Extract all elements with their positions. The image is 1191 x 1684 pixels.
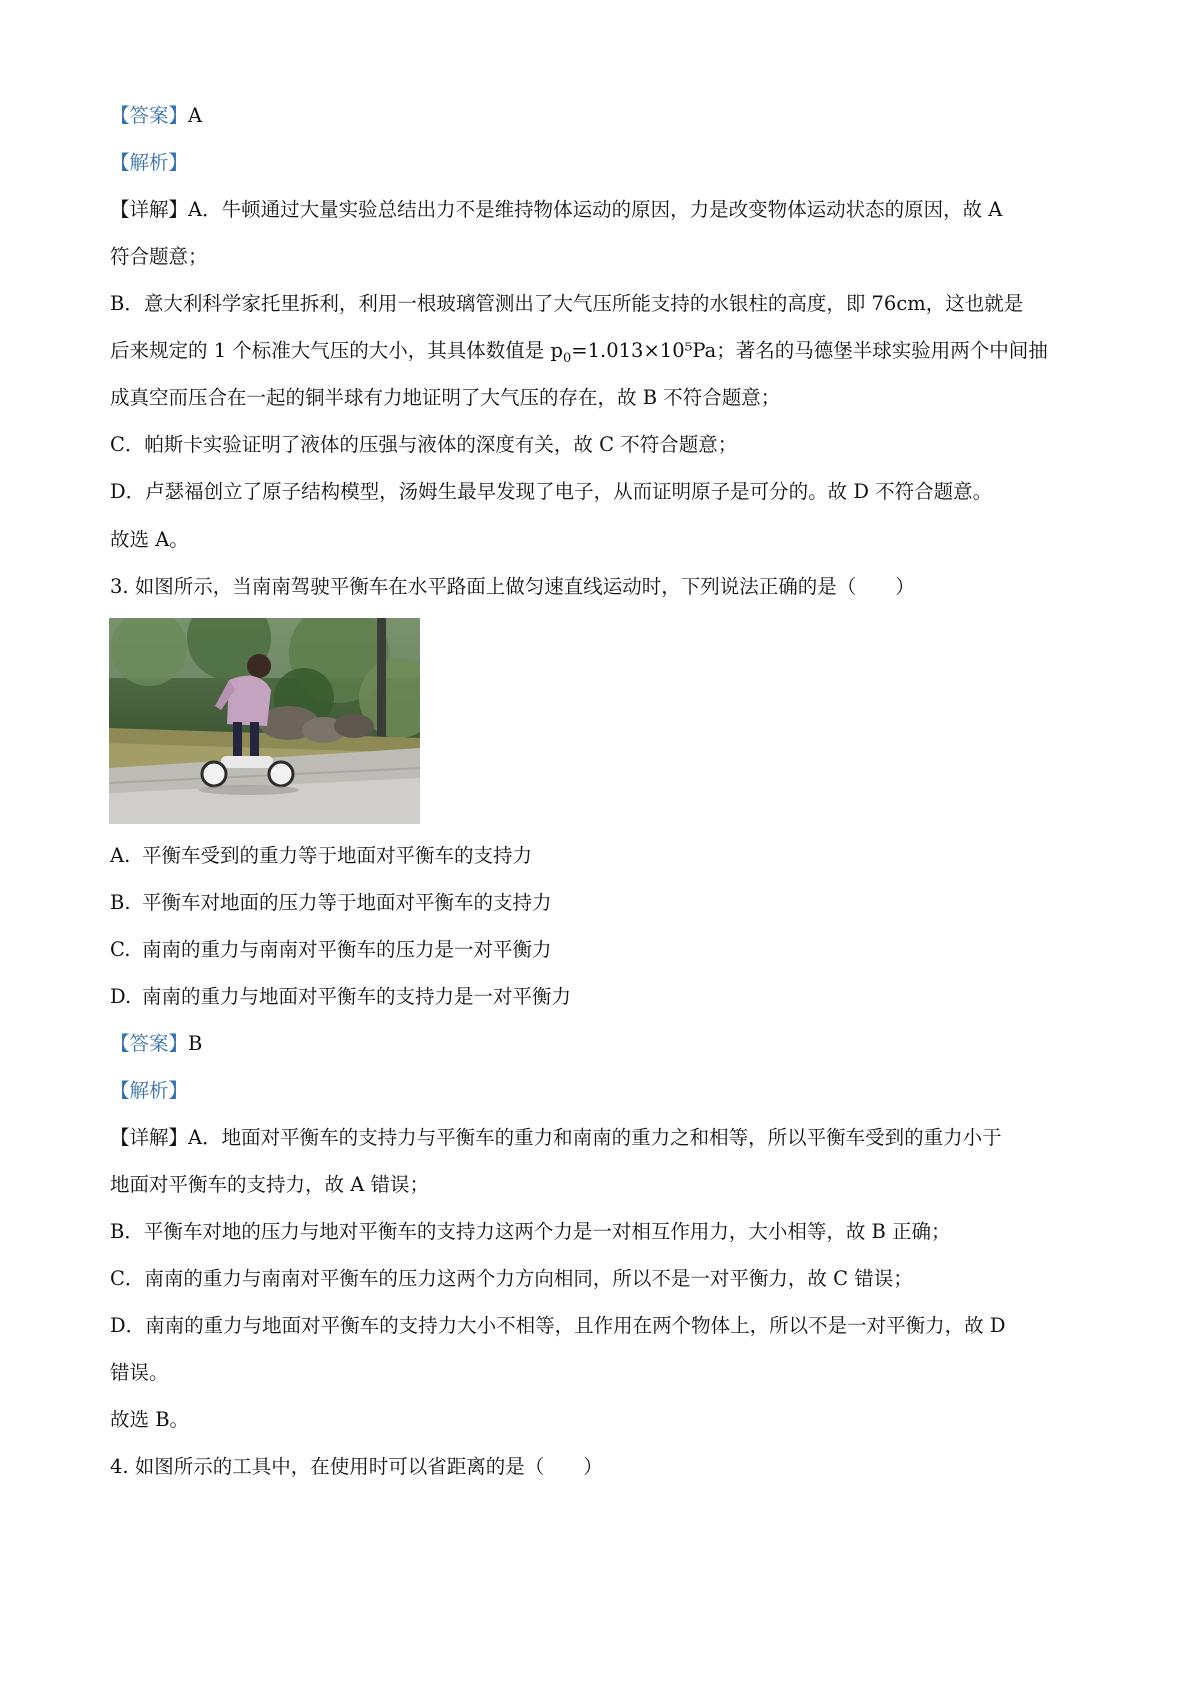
analysis-tag: 【解析】 <box>110 1079 189 1102</box>
answer-value: A <box>188 104 203 127</box>
analysis-tag: 【解析】 <box>110 151 189 174</box>
option-a <box>110 844 532 868</box>
detail-b-line-4: C．南南的重力与南南对平衡车的压力这两个力方向相同，所以不是一对平衡力，故 C 错误； <box>110 1267 913 1290</box>
detail-b-line-6: 错误。 <box>110 1361 169 1384</box>
option-key: C. <box>110 938 131 961</box>
detail-a-line-6: C．帕斯卡实验证明了液体的压强与液体的深度有关，故 C 不符合题意； <box>110 433 738 456</box>
option-text: 平衡车对地面的压力等于地面对平衡车的支持力 <box>142 891 552 914</box>
detail-a-line-4-post: =1.013×10⁵Pa；著名的马德堡半球实验用两个中间抽 <box>571 339 1048 362</box>
option-key: A. <box>110 844 131 867</box>
option-d <box>110 985 571 1009</box>
detail-b-line-2: 地面对平衡车的支持力，故 A 错误； <box>110 1173 429 1196</box>
detail-b-line-3: B．平衡车对地的压力与地对平衡车的支持力这两个力是一对相互作用力，大小相等，故 B 正确； <box>110 1220 951 1243</box>
answer-value: B <box>188 1032 203 1055</box>
option-text: 平衡车受到的重力等于地面对平衡车的支持力 <box>142 844 533 867</box>
answer-tag: 【答案】 <box>110 104 189 127</box>
option-key: D. <box>110 985 132 1008</box>
option-text: 南南的重力与南南对平衡车的压力是一对平衡力 <box>142 938 552 961</box>
answer-a-line <box>110 104 202 128</box>
detail-a-line-4-pre: 后来规定的 1 个标准大气压的大小，其具体数值是 p <box>110 339 563 362</box>
detail-a-line-8: 故选 A。 <box>110 528 189 551</box>
detail-a-line-1: 【详解】A．牛顿通过大量实验总结出力不是维持物体运动的原因，力是改变物体运动状态的原因，故 A <box>110 198 1003 221</box>
detail-a-line-5: 成真空而压合在一起的铜半球有力地证明了大气压的存在，故 B 不符合题意； <box>110 386 781 409</box>
question-3-stem: 3. 如图所示，当南南驾驶平衡车在水平路面上做匀速直线运动时，下列说法正确的是（ ） <box>110 575 915 598</box>
question-4-stem: 4. 如图所示的工具中，在使用时可以省距离的是（ ） <box>110 1455 603 1478</box>
detail-b-line-1: 【详解】A．地面对平衡车的支持力与平衡车的重力和南南的重力之和相等，所以平衡车受到的重力小于 <box>110 1126 1002 1149</box>
detail-a-line-2: 符合题意； <box>110 245 208 268</box>
detail-a-line-3: B．意大利科学家托里拆利，利用一根玻璃管测出了大气压所能支持的水银柱的高度，即 76cm，这也就是 <box>110 292 1024 315</box>
detail-b-line-5: D．南南的重力与地面对平衡车的支持力大小不相等，且作用在两个物体上，所以不是一对平衡力，故 D <box>110 1314 1006 1337</box>
option-c <box>110 938 552 962</box>
answer-b-line <box>110 1032 202 1056</box>
option-key: B. <box>110 891 131 914</box>
detail-a-line-7: D．卢瑟福创立了原子结构模型，汤姆生最早发现了电子，从而证明原子是可分的。故 D 不符合题意。 <box>110 480 993 503</box>
balance-scooter-photo <box>109 618 420 824</box>
option-text: 南南的重力与地面对平衡车的支持力是一对平衡力 <box>142 985 572 1008</box>
detail-a-line-4 <box>110 339 1048 366</box>
pressure-subscript: 0 <box>563 351 572 366</box>
detail-b-line-7: 故选 B。 <box>110 1408 190 1431</box>
option-b <box>110 891 552 915</box>
answer-tag: 【答案】 <box>110 1032 189 1055</box>
